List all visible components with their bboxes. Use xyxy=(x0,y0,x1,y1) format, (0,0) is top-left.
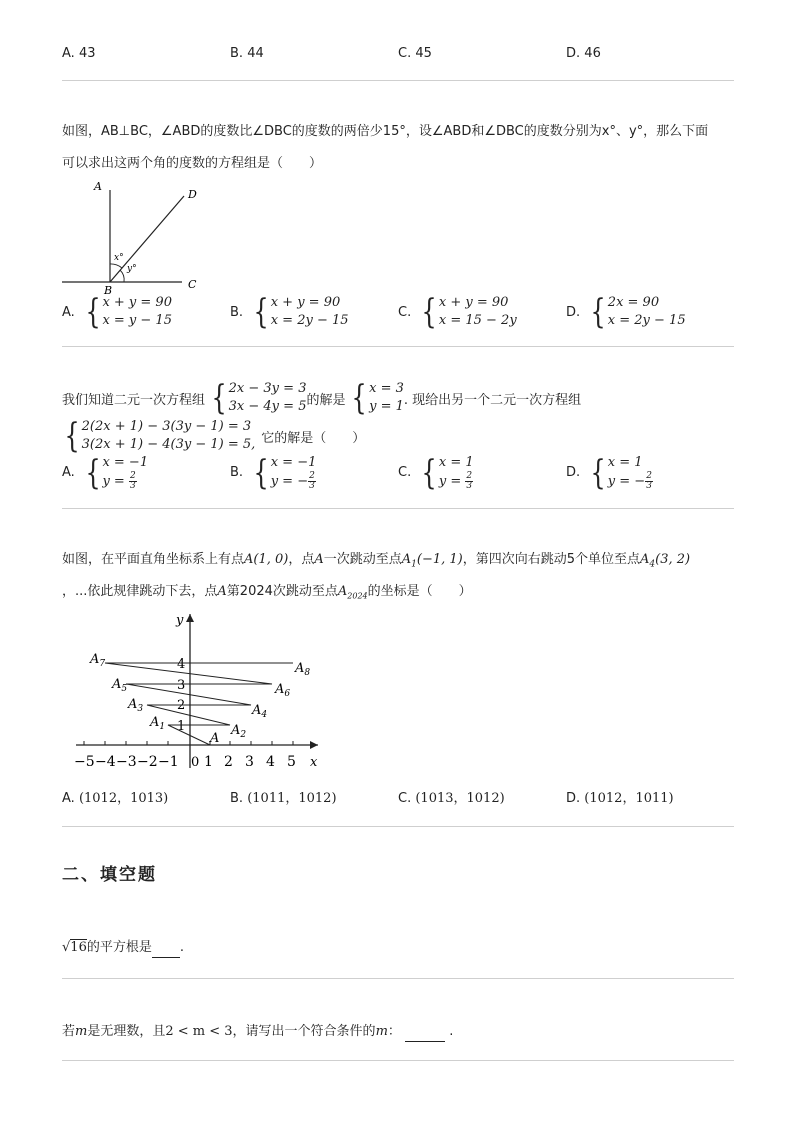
brace: { xyxy=(253,292,269,332)
label-x: x° xyxy=(114,253,124,263)
svg-text:1: 1 xyxy=(177,719,186,734)
option-b[interactable]: B. (1011，1012) xyxy=(230,791,337,806)
svg-text:−3: −3 xyxy=(116,754,137,770)
coordinate-figure xyxy=(70,608,330,772)
svg-text:A7: $A_7$ xyxy=(90,652,106,669)
svg-text:4: 4 xyxy=(266,754,275,770)
option-c[interactable]: C. 45 xyxy=(398,46,432,61)
brace: { xyxy=(421,452,437,493)
question-text: 我们知道二元一次方程组 { 2x − 3y = 3 3x − 4y = 5 的解是 { x = 3 y = 1 . 现给出另一个二元一次方程组 xyxy=(62,378,582,418)
option-d[interactable]: D. { 2x = 90 x = 2y − 15 xyxy=(566,292,686,332)
brace: { xyxy=(590,452,606,493)
svg-text:3: 3 xyxy=(177,678,186,693)
label-c: C xyxy=(188,278,197,291)
option-b[interactable]: B. { x = −1 y = − $\frac{2}{3}$ xyxy=(230,452,317,493)
fraction: $\frac{2}{3}$ xyxy=(466,471,473,491)
svg-text:−2: −2 xyxy=(137,754,158,770)
question-text: ，...依此规律跳动下去，点A第2024次跳动至点$A_{2024}$的坐标是（ ） xyxy=(62,584,472,601)
option-d[interactable]: D. (1012，1011) xyxy=(566,791,674,806)
svg-text:A2: $A_2$ xyxy=(231,723,247,740)
divider xyxy=(62,508,734,509)
option-a[interactable]: A. { x = −1 y = $\frac{2}{3}$ xyxy=(62,452,149,493)
svg-text:A3: $A_3$ xyxy=(128,697,144,714)
svg-text:2: 2 xyxy=(224,754,233,770)
question-text: 可以求出这两个角的度数的方程组是（ ） xyxy=(62,156,323,171)
section-title: 二、填空题 xyxy=(62,865,157,885)
divider xyxy=(62,826,734,827)
question-text: { 2(2x + 1) − 3(3y − 1) = 3 3(2x + 1) − 4(3y − 1) = 5, 它的解是（ ） xyxy=(64,416,366,456)
divider xyxy=(62,80,734,81)
fraction: $\frac{2}{3}$ xyxy=(646,471,652,491)
option-a[interactable]: A. 43 xyxy=(62,46,96,61)
divider xyxy=(62,346,734,347)
divider xyxy=(62,1060,734,1061)
y-axis-label: y xyxy=(176,613,184,628)
label-a: A xyxy=(94,180,102,193)
brace: { xyxy=(590,292,606,332)
label-y: y° xyxy=(127,264,137,274)
svg-text:2: 2 xyxy=(177,698,186,713)
fraction: $\frac{2}{3}$ xyxy=(309,471,315,491)
brace: { xyxy=(85,452,101,493)
option-b[interactable]: B. 44 xyxy=(230,46,264,61)
svg-text:−1: −1 xyxy=(158,754,179,770)
question-text: 若m是无理数，且2 < m < 3，请写出一个符合条件的m： . xyxy=(62,1022,453,1042)
svg-text:−4: −4 xyxy=(95,754,116,770)
svg-text:A5: $A_5$ xyxy=(112,677,128,694)
label-b: B xyxy=(104,284,113,296)
option-a[interactable]: A. (1012，1013) xyxy=(62,791,169,806)
option-d[interactable]: D. { x = 1 y = − $\frac{2}{3}$ xyxy=(566,452,652,493)
y-ticks xyxy=(177,657,185,734)
sqrt: √16 xyxy=(62,940,87,955)
option-d[interactable]: D. 46 xyxy=(566,46,601,61)
answer-blank[interactable] xyxy=(152,943,180,958)
svg-text:1: 1 xyxy=(204,754,213,770)
svg-text:A1: $A_1$ xyxy=(150,715,166,732)
option-c[interactable]: C. { x = 1 y = $\frac{2}{3}$ xyxy=(398,452,474,493)
question-text: 如图，在平面直角坐标系上有点A(1, 0)，点A一次跳动至点$A_1(-1$, 1)，第四次向右跳动5个单位至点$A_4(3$, 2) xyxy=(62,552,691,570)
x-axis-label: x xyxy=(310,755,318,770)
svg-text:A8: $A_8$ xyxy=(295,661,311,678)
fraction: $\frac{2}{3}$ xyxy=(129,471,136,491)
option-c[interactable]: C. { x + y = 90 x = 15 − 2y xyxy=(398,292,517,332)
svg-text:−5: −5 xyxy=(74,754,95,770)
svg-text:A4: $A_4$ xyxy=(252,703,268,720)
divider xyxy=(62,978,734,979)
brace: { xyxy=(64,416,80,456)
answer-blank[interactable] xyxy=(405,1027,445,1042)
svg-text:A6: $A_6$ xyxy=(275,682,291,699)
brace: { xyxy=(253,452,269,493)
point-labels xyxy=(89,652,310,746)
question-text: √16的平方根是 . xyxy=(62,938,184,958)
svg-text:A: A xyxy=(210,731,220,746)
brace: { xyxy=(211,378,227,418)
angle-figure xyxy=(58,178,208,296)
label-d: D xyxy=(188,188,197,201)
svg-text:4: 4 xyxy=(177,657,186,672)
option-b[interactable]: B. { x + y = 90 x = 2y − 15 xyxy=(230,292,349,332)
brace: { xyxy=(421,292,437,332)
question-text: 如图，AB⊥BC，∠ABD的度数比∠DBC的度数的两倍少15°，设∠ABD和∠DBC的度数分别为x°、y°，那么下面 xyxy=(62,124,709,139)
brace: { xyxy=(351,378,368,418)
option-a[interactable]: A. { x + y = 90 x = y − 15 xyxy=(62,292,172,332)
brace: { xyxy=(85,292,101,332)
svg-text:5: 5 xyxy=(287,754,296,770)
origin-label: 0 xyxy=(191,755,200,770)
svg-text:3: 3 xyxy=(245,754,254,770)
option-c[interactable]: C. (1013，1012) xyxy=(398,791,505,806)
